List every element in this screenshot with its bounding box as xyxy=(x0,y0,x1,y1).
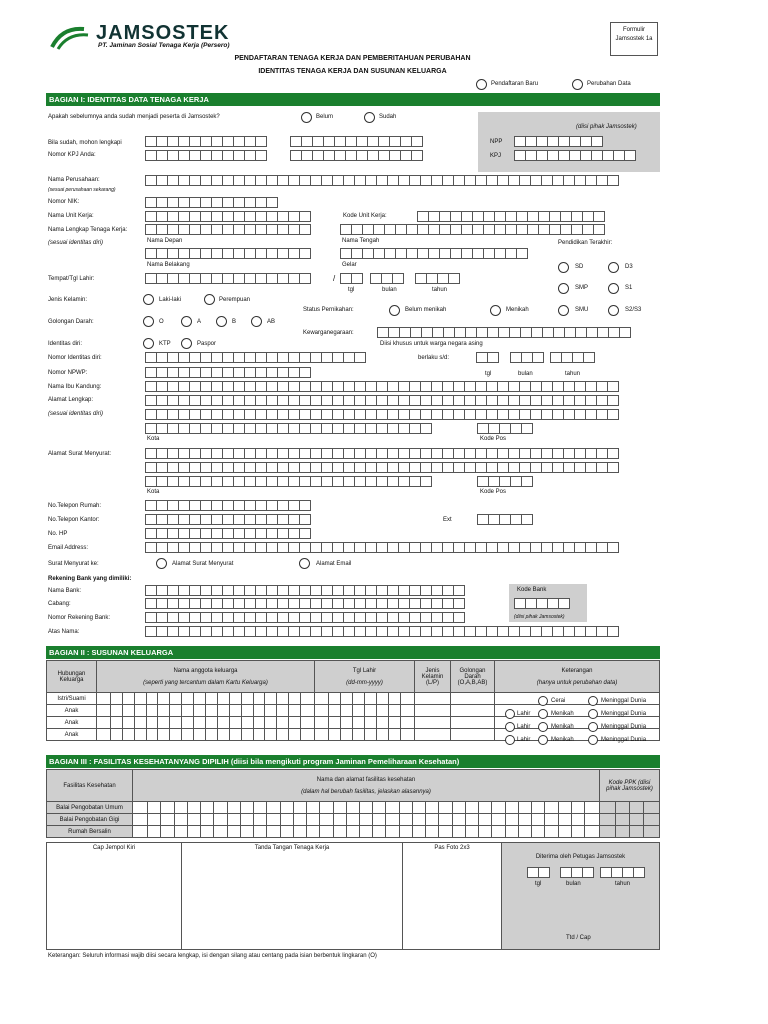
col-nama-alamat-label: Nama dan alamat fasilitas kesehatan xyxy=(316,776,416,783)
ppk-cell[interactable] xyxy=(600,826,660,838)
radio-menikah-3[interactable] xyxy=(538,722,548,732)
col-tgl xyxy=(315,661,415,693)
nomor-kpj-label: Nomor KPJ Anda: xyxy=(48,152,96,158)
alamat-kodepos[interactable] xyxy=(477,423,532,434)
radio-smu[interactable] xyxy=(558,305,569,316)
health-row xyxy=(47,826,660,838)
nama-cell[interactable] xyxy=(97,729,315,741)
tgl-cell[interactable] xyxy=(315,693,415,705)
label-cerai-1: Cerai xyxy=(551,698,566,704)
atas-nama-boxes[interactable] xyxy=(145,626,618,637)
label-meninggal-3: Meninggal Dunia xyxy=(601,724,647,730)
foto-label: Pas Foto 2x3 xyxy=(434,845,470,851)
alamat-cell[interactable] xyxy=(133,814,600,826)
cap-jempol-label: Cap Jempol Kiri xyxy=(92,845,136,851)
gelar-label: Gelar xyxy=(342,262,357,268)
section3-header: BAGIAN III : FASILITAS KESEHATANYANG DIPILIH (diisi bila mengikuti program Jaminan Pemeliharaan Kesehatan) xyxy=(46,755,660,768)
berlaku-tahun-label: tahun xyxy=(565,371,581,377)
kodepos-label: Kode Pos xyxy=(480,436,507,442)
kode-bank-boxes[interactable] xyxy=(514,598,569,609)
nama-depan-boxes[interactable] xyxy=(145,224,310,235)
section1-header: BAGIAN I: IDENTITAS DATA TENAGA KERJA xyxy=(46,93,660,106)
alamat-label: Alamat Lengkap: xyxy=(48,397,94,403)
label-paspor: Paspor xyxy=(197,341,217,347)
ibu-boxes[interactable] xyxy=(145,381,618,392)
nama-bank-label: Nama Bank: xyxy=(48,588,82,594)
petugas-bulan[interactable] xyxy=(560,867,593,878)
alamat-row1[interactable] xyxy=(145,395,618,406)
nik-label: Nomor NIK: xyxy=(48,199,80,205)
nama-tengah-boxes[interactable] xyxy=(340,224,604,235)
label-perempuan: Perempuan xyxy=(219,297,251,303)
kpj-input-1[interactable] xyxy=(145,136,266,147)
ibu-label: Nama Ibu Kandung: xyxy=(48,384,102,390)
col-nama-alamat xyxy=(133,770,600,802)
kewarga-boxes[interactable] xyxy=(377,327,630,338)
label-smp: SMP xyxy=(575,285,589,291)
title-line2: IDENTITAS TENAGA KERJA DAN SUSUNAN KELUARGA xyxy=(258,68,447,75)
label-belum: Belum xyxy=(316,114,334,120)
health-header-row xyxy=(47,770,660,802)
tel-kantor-label: No.Telepon Kantor: xyxy=(48,517,100,523)
radio-pendaftaran-baru[interactable] xyxy=(476,79,487,90)
label-perubahan-data: Perubahan Data xyxy=(587,81,631,87)
label-a: A xyxy=(197,319,202,325)
radio-s2s3[interactable] xyxy=(608,305,619,316)
kewarga-label: Kewarganegaraan: xyxy=(303,330,354,336)
nik-boxes[interactable] xyxy=(145,197,277,208)
diterima-label: Diterima oleh Petugas Jamsostek xyxy=(535,854,626,860)
label-alamat-email: Alamat Email xyxy=(316,561,352,567)
radio-lahir-3[interactable] xyxy=(505,722,515,732)
radio-ktp[interactable] xyxy=(143,338,154,349)
radio-ab[interactable] xyxy=(251,316,262,327)
sesuai-perusahaan-note: (sesuai perusahaan sekarang) xyxy=(48,187,116,193)
nama-cell[interactable] xyxy=(97,693,315,705)
radio-perempuan[interactable] xyxy=(204,294,215,305)
tgl-cell[interactable] xyxy=(315,705,415,717)
bulan-lahir-boxes[interactable] xyxy=(370,273,403,284)
jamsostek-logo xyxy=(48,25,92,51)
foto-box[interactable] xyxy=(402,842,502,950)
col-jk: Jenis Kelamin (L/P) xyxy=(415,661,451,693)
radio-menikah[interactable] xyxy=(490,305,501,316)
alamat-kota[interactable] xyxy=(145,423,431,434)
col-hubungan: Hubungan Keluarga xyxy=(47,661,97,693)
petugas-tahun-label: tahun xyxy=(615,881,631,887)
hubungan-cell: Anak xyxy=(47,705,97,717)
petugas-tgl[interactable] xyxy=(527,867,549,878)
alamat-note: (sesuai identitas diri) xyxy=(48,411,104,417)
radio-meninggal-3[interactable] xyxy=(588,722,598,732)
col-kode-ppk: Kode PPK (diisi pihak Jamsostek) xyxy=(600,770,660,802)
berlaku-label: berlaku s/d: xyxy=(418,355,450,361)
petugas-bulan-label: bulan xyxy=(566,881,581,887)
col-tgl-note: (dd-mm-yyyy) xyxy=(346,679,383,686)
alamat-cell[interactable] xyxy=(133,802,600,814)
surat-kota[interactable] xyxy=(145,476,431,487)
kode-unit-label: Kode Unit Kerja: xyxy=(343,213,387,219)
bila-sudah-label: Bila sudah, mohon lengkapi xyxy=(48,140,122,146)
kpj-boxes[interactable] xyxy=(514,150,635,161)
ppk-cell[interactable] xyxy=(600,814,660,826)
label-lahir-3: Lahir xyxy=(517,724,531,730)
tgl-label: tgl xyxy=(348,287,355,293)
nomor-id-boxes[interactable] xyxy=(145,352,365,363)
nama-lengkap-label: Nama Lengkap Tenaga Kerja: xyxy=(48,227,128,233)
label-menikah-2: Menikah xyxy=(551,711,574,717)
tgl-cell[interactable] xyxy=(315,729,415,741)
radio-menikah-4[interactable] xyxy=(538,735,548,745)
darah-cell[interactable] xyxy=(451,717,495,729)
nomor-id-label: Nomor Identitas diri: xyxy=(48,355,102,361)
cap-jempol-box[interactable] xyxy=(46,842,182,950)
family-header-row xyxy=(47,661,660,693)
cabang-label: Cabang: xyxy=(48,601,71,607)
label-d3: D3 xyxy=(625,264,633,270)
radio-b[interactable] xyxy=(216,316,227,327)
radio-laki[interactable] xyxy=(143,294,154,305)
alamat-cell[interactable] xyxy=(133,826,600,838)
darah-cell[interactable] xyxy=(451,705,495,717)
fasilitas-cell: Rumah Bersalin xyxy=(47,826,133,838)
section2-header: BAGIAN II : SUSUNAN KELUARGA xyxy=(46,646,660,659)
darah-cell[interactable] xyxy=(451,693,495,705)
berlaku-bulan-label: bulan xyxy=(518,371,533,377)
col-nama-alamat-note: (dalam hal berubah fasilitas, jelaskan alasannya) xyxy=(301,788,431,795)
hubungan-cell: Anak xyxy=(47,729,97,741)
berlaku-bulan[interactable] xyxy=(510,352,543,363)
health-row xyxy=(47,814,660,826)
hubungan-cell: Anak xyxy=(47,717,97,729)
berlaku-tahun[interactable] xyxy=(550,352,594,363)
ttd-box[interactable] xyxy=(181,842,403,950)
surat-row2[interactable] xyxy=(145,462,618,473)
kode-bank-label: Kode Bank xyxy=(517,587,547,593)
fasilitas-cell: Balai Pengobatan Gigi xyxy=(47,814,133,826)
q1-label: Apakah sebelumnya anda sudah menjadi peserta di Jamsostek? xyxy=(48,114,220,120)
kpj-label: KPJ xyxy=(490,153,502,159)
health-table xyxy=(46,769,660,838)
tgl-lahir-boxes[interactable] xyxy=(340,273,362,284)
label-o: O xyxy=(159,319,164,325)
id-diri-label: Identitas diri: xyxy=(48,341,83,347)
title-line1: PENDAFTARAN TENAGA KERJA DAN PEMBERITAHUAN PERUBAHAN xyxy=(234,55,471,62)
norek-boxes[interactable] xyxy=(145,612,464,623)
kpj-input-3[interactable] xyxy=(145,150,266,161)
nama-cell[interactable] xyxy=(97,705,315,717)
radio-alamat-email[interactable] xyxy=(299,558,310,569)
tahun-lahir-boxes[interactable] xyxy=(415,273,459,284)
slash: / xyxy=(333,274,336,283)
footer-note: Keterangan: Seluruh informasi wajib diisi secara lengkap, isi dengan silang atau centang pada isian berbentuk lingkaran (O) xyxy=(48,953,377,959)
petugas-tahun[interactable] xyxy=(600,867,644,878)
npp-boxes[interactable] xyxy=(514,136,602,147)
radio-a[interactable] xyxy=(181,316,192,327)
family-row xyxy=(47,693,660,705)
label-meninggal-2: Meninggal Dunia xyxy=(601,711,647,717)
tel-kantor-boxes[interactable] xyxy=(145,514,310,525)
label-laki: Laki-laki xyxy=(159,297,182,303)
col-fasilitas: Fasilitas Kesehatan xyxy=(47,770,133,802)
radio-lahir-4[interactable] xyxy=(505,735,515,745)
petugas-tgl-label: tgl xyxy=(535,881,542,887)
surat-kodepos[interactable] xyxy=(477,476,532,487)
pendidikan-label: Pendidikan Terakhir: xyxy=(558,240,613,246)
form-badge-text: Formulir Jamsostek 1a xyxy=(615,27,653,42)
col-goldarah: Golongan Darah (O,A,B,AB) xyxy=(451,661,495,693)
berlaku-tgl-label: tgl xyxy=(485,371,492,377)
ext-label: Ext xyxy=(443,517,452,523)
nama-perusahaan-boxes[interactable] xyxy=(145,175,618,186)
radio-belum-menikah[interactable] xyxy=(389,305,400,316)
radio-lahir-2[interactable] xyxy=(505,709,515,719)
health-row xyxy=(47,802,660,814)
surat-ke-label: Surat Menyurat ke: xyxy=(48,561,99,567)
nama-bank-boxes[interactable] xyxy=(145,585,464,596)
hp-label: No. HP xyxy=(48,531,68,537)
col-tgl-label: Tgl Lahir xyxy=(352,667,377,674)
status-nikah-label: Status Pernikahan: xyxy=(303,307,354,313)
unit-kerja-boxes[interactable] xyxy=(145,211,310,222)
npwp-label: Nomor NPWP: xyxy=(48,370,88,376)
radio-meninggal-4[interactable] xyxy=(588,735,598,745)
label-sudah: Sudah xyxy=(379,114,397,120)
radio-sd[interactable] xyxy=(558,262,569,273)
nama-cell[interactable] xyxy=(97,717,315,729)
npwp-boxes[interactable] xyxy=(145,367,310,378)
nama-depan-label: Nama Depan xyxy=(147,238,183,244)
radio-paspor[interactable] xyxy=(181,338,192,349)
jk-label: Jenis Kelamin: xyxy=(48,297,88,303)
radio-sudah[interactable] xyxy=(364,112,375,123)
col-ket-note: (hanya untuk perubahan data) xyxy=(536,679,618,686)
radio-meninggal-2[interactable] xyxy=(588,709,598,719)
rekening-label: Rekening Bank yang dimiliki: xyxy=(48,576,132,582)
radio-belum[interactable] xyxy=(301,112,312,123)
hp-boxes[interactable] xyxy=(145,528,310,539)
brand-name: JAMSOSTEK xyxy=(96,22,230,44)
col-nama-label: Nama anggota keluarga xyxy=(173,667,238,674)
radio-d3[interactable] xyxy=(608,262,619,273)
wna-note: Diisi khusus untuk warga negara asing xyxy=(380,341,483,347)
sesuai-id-note: (sesuai identitas diri) xyxy=(48,240,104,246)
ppk-cell[interactable] xyxy=(600,802,660,814)
npp-label: NPP xyxy=(490,139,503,145)
surat-kota-label: Kota xyxy=(147,489,160,495)
label-lahir-4: Lahir xyxy=(517,737,531,743)
jk-cell[interactable] xyxy=(415,705,451,717)
radio-s1[interactable] xyxy=(608,283,619,294)
radio-meninggal-1[interactable] xyxy=(588,696,598,706)
ext-boxes[interactable] xyxy=(477,514,532,525)
label-pendaftaran-baru: Pendaftaran Baru xyxy=(491,81,539,87)
radio-menikah-2[interactable] xyxy=(538,709,548,719)
label-s1: S1 xyxy=(625,285,633,291)
col-nama xyxy=(97,661,315,693)
label-menikah-4: Menikah xyxy=(551,737,574,743)
alamat-row2[interactable] xyxy=(145,409,618,420)
diisi-pihak-label: (diisi pihak Jamsostek) xyxy=(576,124,637,130)
label-b: B xyxy=(232,319,237,325)
tahun-label: tahun xyxy=(432,287,448,293)
label-meninggal-4: Meninggal Dunia xyxy=(601,737,647,743)
kode-unit-boxes[interactable] xyxy=(417,211,604,222)
label-menikah-3: Menikah xyxy=(551,724,574,730)
label-alamat-surat: Alamat Surat Menyurat xyxy=(172,561,234,567)
tempat-lahir-boxes[interactable] xyxy=(145,273,310,284)
gelar-boxes[interactable] xyxy=(340,248,527,259)
bulan-label: bulan xyxy=(382,287,397,293)
col-keterangan xyxy=(495,661,660,693)
label-ktp: KTP xyxy=(159,341,171,347)
nama-belakang-label: Nama Belakang xyxy=(147,262,190,268)
unit-kerja-label: Nama Unit Kerja: xyxy=(48,213,94,219)
label-s2s3: S2/S3 xyxy=(625,307,642,313)
label-smu: SMU xyxy=(575,307,589,313)
form-badge xyxy=(610,22,658,56)
norek-label: Nomor Rekening Bank: xyxy=(48,615,111,621)
hubungan-cell: Istri/Suami xyxy=(47,693,97,705)
tel-rumah-boxes[interactable] xyxy=(145,500,310,511)
darah-cell[interactable] xyxy=(451,729,495,741)
kode-bank-note: (diisi pihak Jamsostek) xyxy=(514,614,565,620)
email-label: Email Address: xyxy=(48,545,89,551)
atas-nama-label: Atas Nama: xyxy=(48,629,80,635)
radio-o[interactable] xyxy=(143,316,154,327)
col-ket-label: Keterangan xyxy=(561,667,593,674)
radio-cerai-1[interactable] xyxy=(538,696,548,706)
jk-cell[interactable] xyxy=(415,693,451,705)
brand-subtitle: PT. Jaminan Sosial Tenaga Kerja (Persero) xyxy=(98,42,230,49)
col-nama-note: (seperti yang tercantum dalam Kartu Keluarga) xyxy=(143,679,268,686)
nama-perusahaan-label: Nama Perusahaan: xyxy=(48,177,100,183)
tel-rumah-label: No.Telepon Rumah: xyxy=(48,503,102,509)
surat-kodepos-label: Kode Pos xyxy=(480,489,507,495)
label-belum-menikah: Belum menikah xyxy=(405,307,447,313)
jk-cell[interactable] xyxy=(415,729,451,741)
cabang-boxes[interactable] xyxy=(145,598,464,609)
radio-alamat-surat[interactable] xyxy=(156,558,167,569)
label-sd: SD xyxy=(575,264,584,270)
fasilitas-cell: Balai Pengobatan Umum xyxy=(47,802,133,814)
label-lahir-2: Lahir xyxy=(517,711,531,717)
label-meninggal-1: Meninggal Dunia xyxy=(601,698,647,704)
jk-cell[interactable] xyxy=(415,717,451,729)
ttd-label: Tanda Tangan Tenaga Kerja xyxy=(254,845,330,851)
nama-belakang-boxes[interactable] xyxy=(145,248,310,259)
kota-label: Kota xyxy=(147,436,160,442)
surat-row1[interactable] xyxy=(145,448,618,459)
tgl-cell[interactable] xyxy=(315,717,415,729)
kpj-input-2[interactable] xyxy=(290,136,422,147)
kpj-input-4[interactable] xyxy=(290,150,422,161)
label-menikah: Menikah xyxy=(506,307,529,313)
gol-darah-label: Golongan Darah: xyxy=(48,319,94,325)
radio-perubahan-data[interactable] xyxy=(572,79,583,90)
email-boxes[interactable] xyxy=(145,542,618,553)
alamat-surat-label: Alamat Surat Menyurat: xyxy=(48,451,112,457)
radio-smp[interactable] xyxy=(558,283,569,294)
nama-tengah-label: Nama Tengah xyxy=(342,238,380,244)
label-ab: AB xyxy=(267,319,276,325)
ttd-cap-label: Ttd / Cap xyxy=(566,935,591,941)
berlaku-tgl[interactable] xyxy=(476,352,498,363)
ttl-label: Tempat/Tgl Lahir: xyxy=(48,276,95,282)
